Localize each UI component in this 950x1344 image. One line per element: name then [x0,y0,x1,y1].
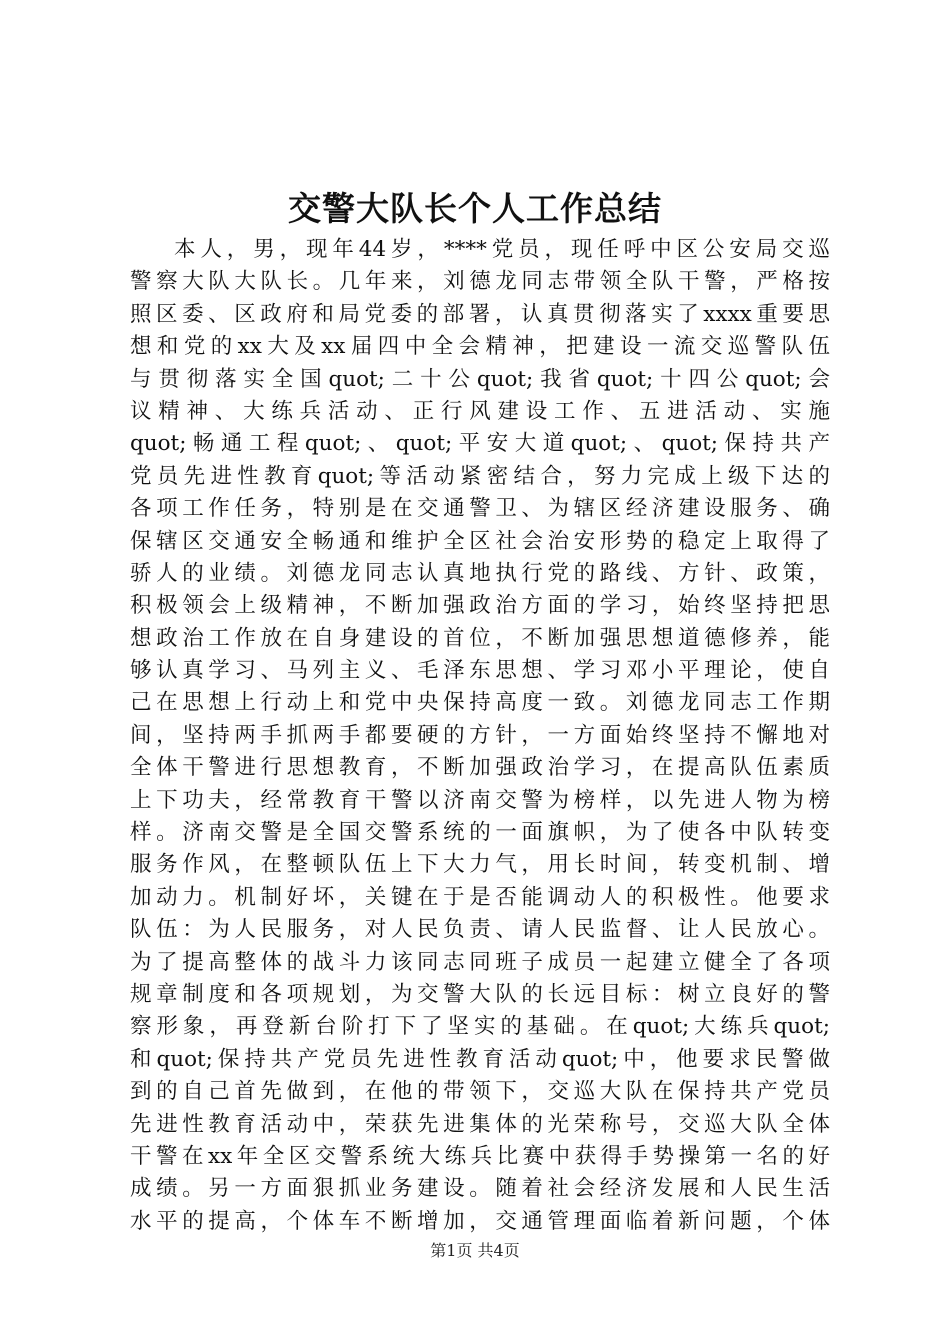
body-line: 间，坚持两手抓两手都要硬的方针，一方面始终坚持不懈地对 [130,722,830,748]
body-line: 保辖区交通安全畅通和维护全区社会治安形势的稳定上取得了 [130,528,830,554]
body-line: 队伍：为人民服务，对人民负责、请人民监督、让人民放心。 [130,917,830,943]
body-line: 和quot;保持共产党员先进性教育活动quot;中，他要求民警做 [130,1046,830,1072]
body-line: 成绩。另一方面狠抓业务建设。随着社会经济发展和人民生活 [130,1176,830,1202]
body-line: 干警在xx年全区交警系统大练兵比赛中获得手势操第一名的好 [130,1143,830,1169]
body-line: 积极领会上级精神，不断加强政治方面的学习，始终坚持把思 [130,593,830,619]
body-line: 各项工作任务，特别是在交通警卫、为辖区经济建设服务、确 [130,496,830,522]
body-line: 己在思想上行动上和党中央保持高度一致。刘德龙同志工作期 [130,690,830,716]
body-line: 照区委、区政府和局党委的部署，认真贯彻落实了xxxx重要思 [130,301,830,327]
body-line: 上下功夫，经常教育干警以济南交警为榜样，以先进人物为榜 [130,787,830,813]
body-line: 到的自己首先做到，在他的带领下，交巡大队在保持共产党员 [130,1079,830,1105]
body-line: 够认真学习、马列主义、毛泽东思想、学习邓小平理论，使自 [130,658,830,684]
body-line: 加动力。机制好坏，关键在于是否能调动人的积极性。他要求 [130,884,830,910]
body-line: 议精神、大练兵活动、正行风建设工作、五进活动、实施 [130,398,830,424]
body-line: 党员先进性教育quot;等活动紧密结合，努力完成上级下达的 [130,463,830,489]
body-line: 与贯彻落实全国quot;二十公quot;我省quot;十四公quot;会 [130,366,830,392]
document-title: 交警大队长个人工作总结 [288,189,662,228]
body-line: 先进性教育活动中，荣获先进集体的光荣称号，交巡大队全体 [130,1111,830,1137]
body-line: 为了提高整体的战斗力该同志同班子成员一起建立健全了各项 [130,949,830,975]
body-line: quot;畅通工程quot;、quot;平安大道quot;、quot;保持共产 [130,431,830,457]
body-line: 察形象，再登新台阶打下了坚实的基础。在quot;大练兵quot; [130,1014,830,1040]
body-line: 想政治工作放在自身建设的首位，不断加强思想道德修养，能 [130,625,830,651]
document-body [130,234,830,1238]
body-line: 全体干警进行思想教育，不断加强政治学习，在提高队伍素质 [130,755,830,781]
body-line: 想和党的xx大及xx届四中全会精神，把建设一流交巡警队伍 [130,334,830,360]
page-number: 第1页 共4页 [430,1241,520,1260]
body-line: 样。济南交警是全国交警系统的一面旗帜，为了使各中队转变 [130,820,830,846]
body-line: 警察大队大队长。几年来，刘德龙同志带领全队干警，严格按 [130,269,830,295]
body-line: 骄人的业绩。刘德龙同志认真地执行党的路线、方针、政策， [130,560,830,586]
body-line: 服务作风，在整顿队伍上下大力气，用长时间，转变机制、增 [130,852,830,878]
body-line: 规章制度和各项规划，为交警大队的长远目标：树立良好的警 [130,981,830,1007]
body-line: 水平的提高，个体车不断增加，交通管理面临着新问题，个体 [130,1208,830,1234]
body-line: 本人，男，现年44岁，****党员，现任呼中区公安局交巡 [174,237,830,262]
